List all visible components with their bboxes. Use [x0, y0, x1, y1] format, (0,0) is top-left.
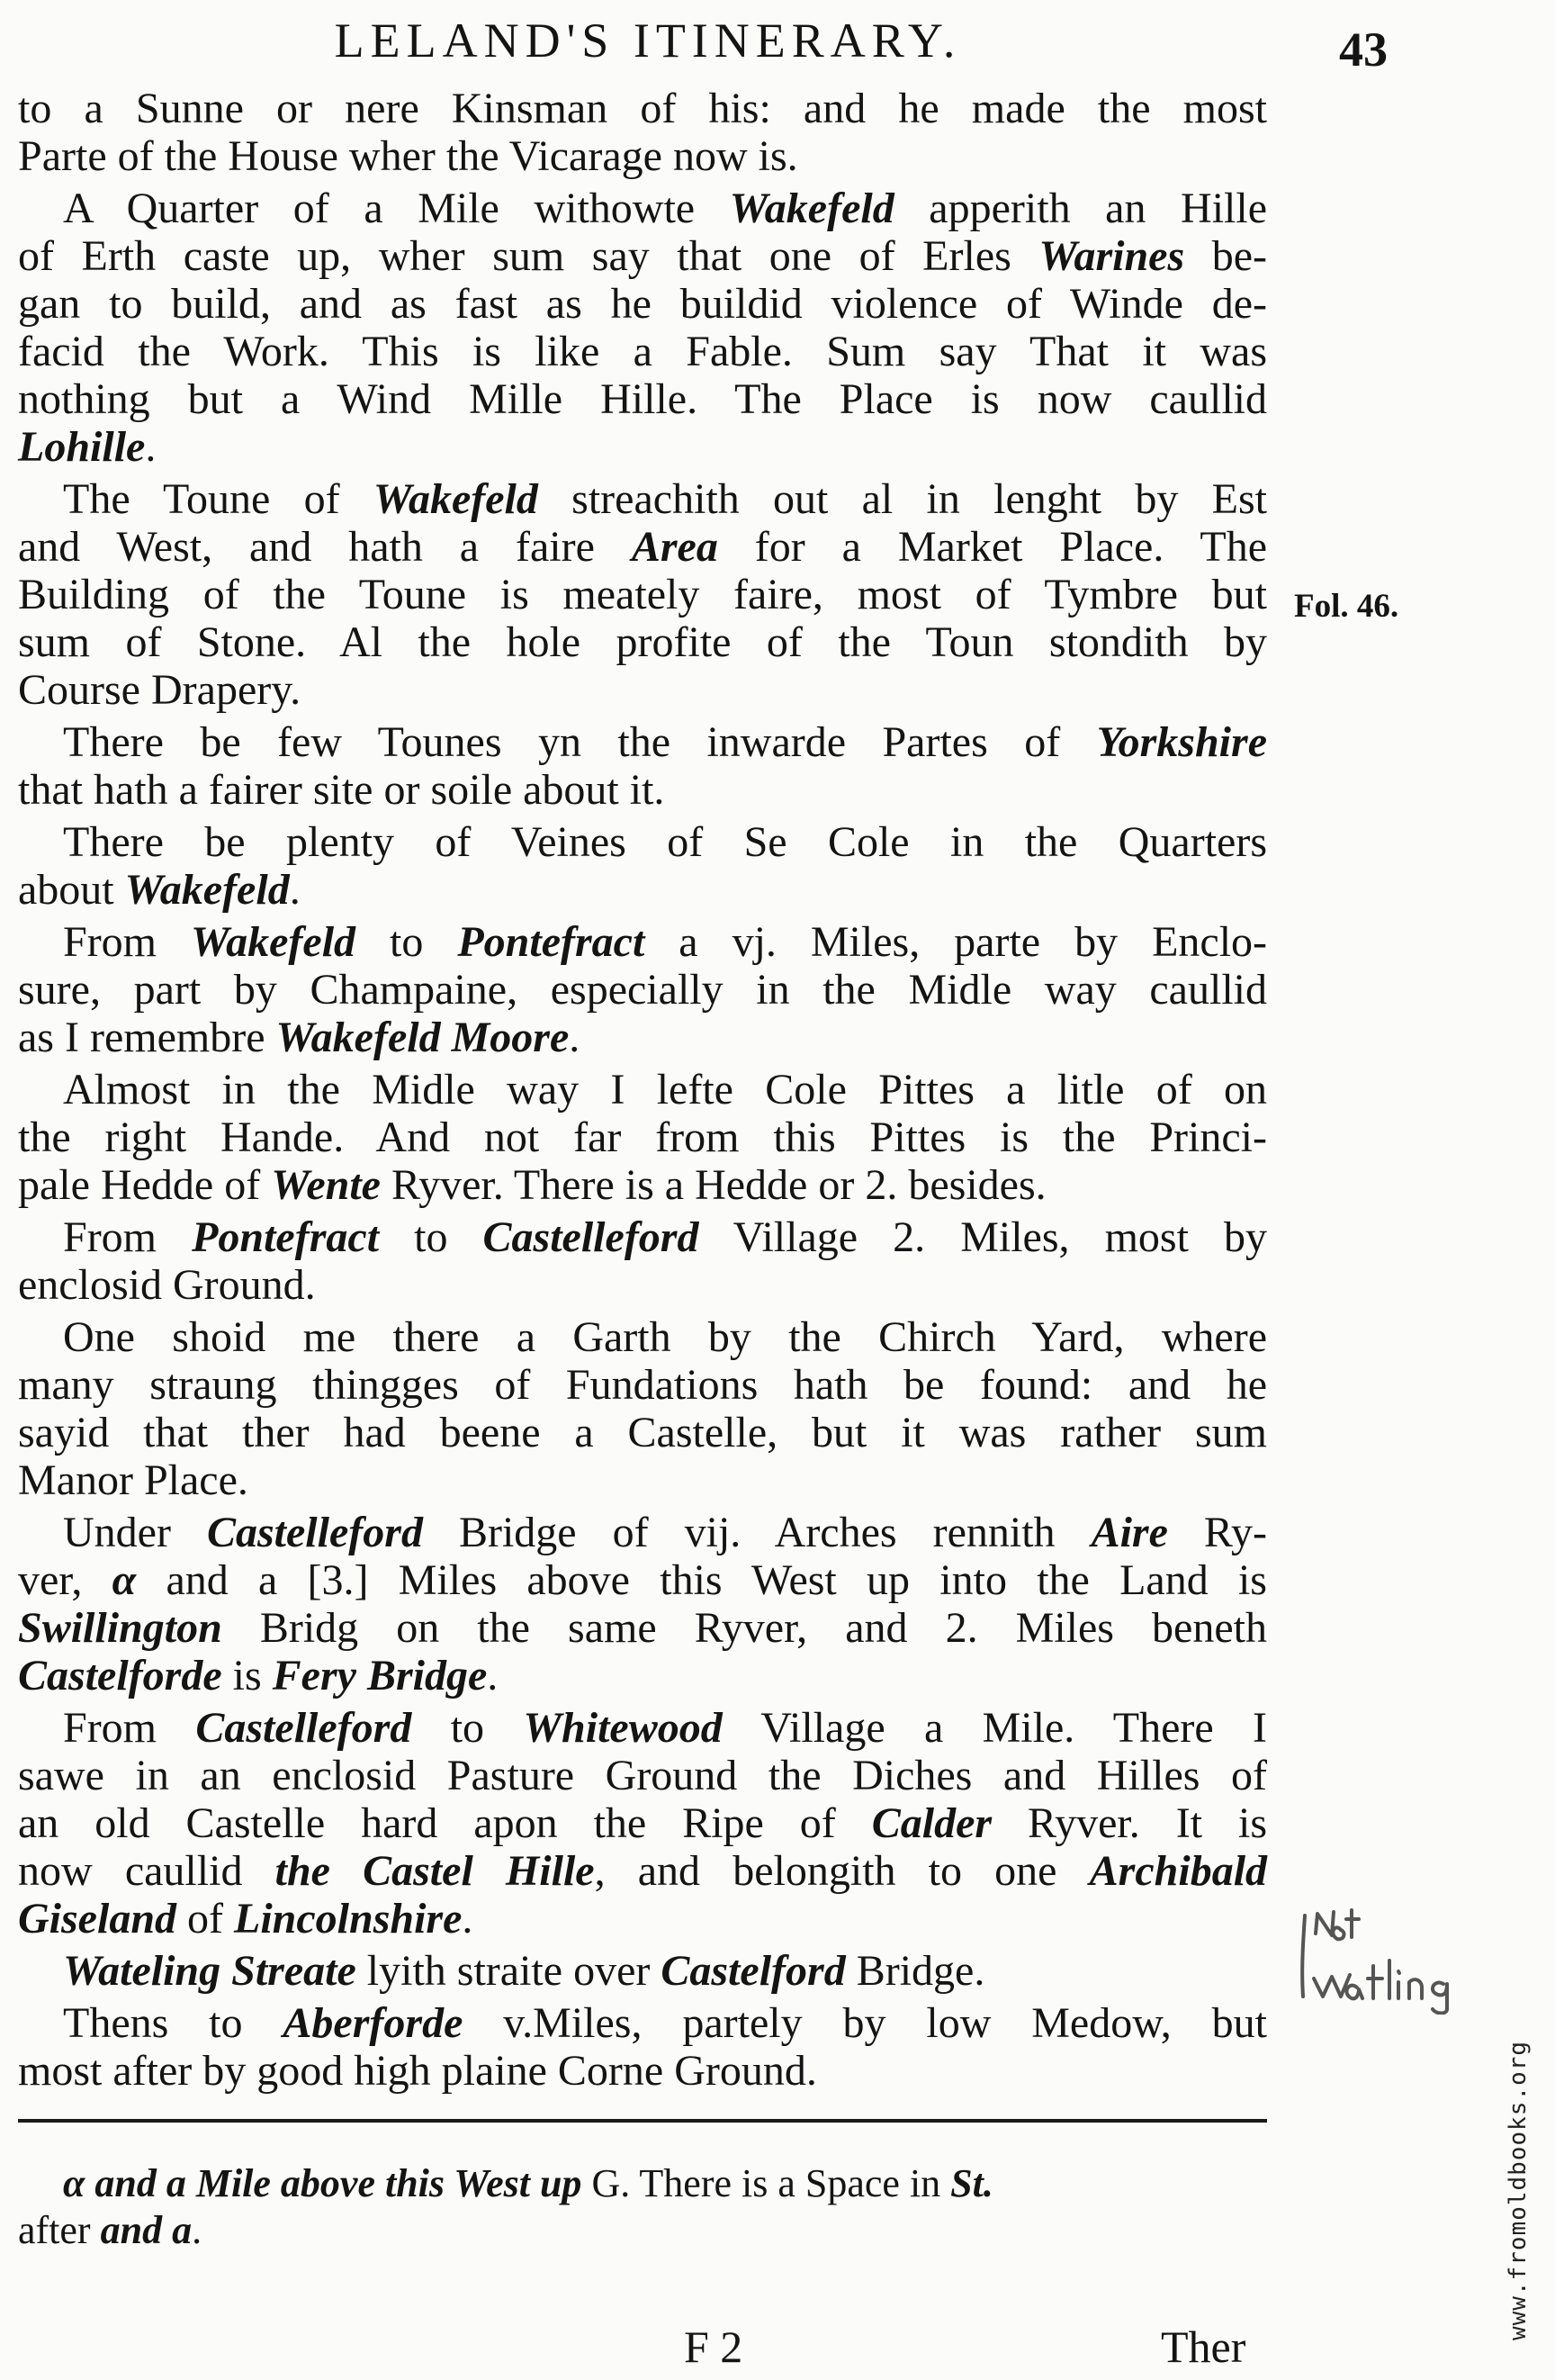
text-run: to a Sunne or nere Kinsman of his: and he made the most [18, 85, 1267, 132]
text-line [18, 85, 1267, 132]
text-line [18, 718, 1267, 766]
body-text [18, 85, 1267, 2099]
text-run: sum of Stone. Al the hole profite of the Toun stondith by [18, 618, 1267, 666]
italic-text: Castelleford [206, 1509, 423, 1556]
text-run: Ryver. It is [992, 1799, 1267, 1847]
paragraph [18, 818, 1267, 914]
footnote-line [18, 2207, 1267, 2254]
catchword: Ther [1161, 2321, 1246, 2372]
text-run: From [63, 1704, 196, 1752]
text-line [18, 375, 1267, 423]
italic-text: Fery Bridge [272, 1652, 488, 1699]
paragraph [18, 1066, 1267, 1209]
italic-text: Wakefeld [729, 185, 894, 232]
text-run: ver, [18, 1556, 112, 1604]
text-run: to [355, 918, 458, 966]
text-run: Parte of the House wher the Vicarage now is. [18, 132, 798, 180]
text-line [18, 1261, 1267, 1309]
text-run: nothing but a Wind Mille Hille. The Place is now caullid [18, 375, 1267, 423]
text-run: a vj. Miles, parte by Enclo- [644, 918, 1268, 966]
running-title: LELAND'S ITINERARY. [334, 14, 962, 68]
text-line [18, 1999, 1267, 2047]
text-run: to [379, 1213, 483, 1261]
italic-text: Castelforde [18, 1652, 222, 1699]
text-run: Manor Place. [18, 1456, 248, 1504]
text-line [18, 918, 1267, 966]
text-run: enclosid Ground. [18, 1261, 316, 1309]
text-run: . [289, 866, 301, 914]
italic-text: Castelleford [195, 1704, 412, 1752]
text-line [18, 966, 1267, 1014]
italic-text: Whitewood [523, 1704, 723, 1752]
text-run: Village 2. Miles, most by [698, 1213, 1267, 1261]
italic-text: Aberforde [283, 1999, 463, 2047]
text-line [18, 666, 1267, 714]
italic-text: the Castel Hille [274, 1847, 595, 1895]
handwritten-annotation [1296, 1898, 1521, 2015]
italic-text: Wakefeld [191, 918, 356, 966]
text-line [18, 2047, 1267, 2095]
footnote-text-run: after [18, 2208, 101, 2252]
text-line [18, 1213, 1267, 1261]
text-line [18, 1509, 1267, 1556]
text-line [18, 818, 1267, 866]
text-run: The Toune of [63, 475, 373, 523]
text-line [18, 618, 1267, 666]
text-run: now caullid [18, 1847, 275, 1895]
text-run: . [487, 1652, 499, 1699]
italic-text: Wateling Streate [63, 1947, 356, 1995]
text-run: , and belongith to one [594, 1847, 1090, 1895]
footnote-line [18, 2160, 1267, 2207]
text-line [18, 1556, 1267, 1604]
text-run: many straung thingges of Fundations hath be found: and he [18, 1361, 1267, 1409]
italic-text: Yorkshire [1096, 718, 1267, 766]
text-run: the right Hande. And not far from this Pittes is the Princi- [18, 1113, 1267, 1161]
text-run: of [176, 1895, 234, 1943]
text-run: Bridge. [845, 1947, 985, 1995]
text-line [18, 866, 1267, 914]
text-run: an old Castelle hard apon the Ripe of [18, 1799, 872, 1847]
text-run: . [569, 1014, 580, 1061]
footnote-italic-text: and a Mile above this West up [85, 2161, 582, 2205]
text-run: . [462, 1895, 473, 1943]
text-run: apperith an Hille [894, 185, 1268, 232]
text-run: is [221, 1652, 273, 1699]
text-run: pale Hedde of [18, 1161, 272, 1209]
paragraph [18, 1313, 1267, 1504]
paragraph [18, 1704, 1267, 1943]
text-run: streachith out al in lenght by Est [537, 475, 1268, 523]
text-line [18, 1895, 1267, 1943]
text-line [18, 232, 1267, 280]
italic-text: Area [631, 523, 718, 571]
paragraph [18, 918, 1267, 1061]
text-run: sawe in an enclosid Pasture Ground the Diches and Hilles of [18, 1752, 1267, 1799]
text-line [18, 766, 1267, 814]
italic-text: Pontefract [192, 1213, 380, 1261]
paragraph [18, 185, 1267, 471]
paragraph [18, 1213, 1267, 1309]
page-number: 43 [1339, 23, 1388, 77]
text-run: Course Drapery. [18, 666, 301, 714]
italic-text: α [112, 1556, 137, 1604]
text-line [18, 1752, 1267, 1799]
text-run: A Quarter of a Mile withowte [63, 185, 730, 232]
text-run: and West, and hath a faire [18, 523, 632, 571]
text-run: . [145, 423, 157, 471]
italic-text: Calder [871, 1799, 993, 1847]
paragraph [18, 475, 1267, 714]
text-run: Bridge of vij. Arches rennith [422, 1509, 1092, 1556]
italic-text: Archibald [1089, 1847, 1268, 1895]
text-line [18, 1947, 1267, 1995]
text-run: Ry- [1167, 1509, 1268, 1556]
text-line [18, 1799, 1267, 1847]
text-line [18, 1066, 1267, 1113]
italic-text: Wakefeld Moore [275, 1014, 570, 1061]
text-run: of Erth caste up, wher sum say that one of Erles [18, 232, 1039, 280]
handwritten-annotation-drawing [1296, 1898, 1521, 2015]
text-line [18, 1014, 1267, 1061]
watermark: www.fromoldbooks.org [1505, 2040, 1532, 2340]
text-line [18, 1847, 1267, 1895]
text-run: lyith straite over [355, 1947, 661, 1995]
text-line [18, 1704, 1267, 1752]
text-run: Village a Mile. There I [722, 1704, 1267, 1752]
text-line [18, 185, 1267, 232]
text-line [18, 423, 1267, 471]
italic-text: Pontefract [457, 918, 645, 966]
text-line [18, 1361, 1267, 1409]
text-line [18, 1604, 1267, 1652]
text-run: There be plenty of Veines of Se Cole in the Quarters [63, 818, 1267, 866]
text-run: sure, part by Champaine, especially in the Midle way caullid [18, 966, 1267, 1014]
text-run: facid the Work. This is like a Fable. Sum say That it was [18, 328, 1267, 375]
paragraph [18, 1509, 1267, 1699]
italic-text: Castelleford [482, 1213, 699, 1261]
text-run: as I remembre [18, 1014, 276, 1061]
text-run: Under [63, 1509, 207, 1556]
text-line [18, 1456, 1267, 1504]
text-line [18, 1409, 1267, 1456]
italic-text: Lohille [18, 423, 146, 471]
italic-text: Wente [271, 1161, 381, 1209]
italic-text: Giseland [18, 1895, 177, 1943]
footnote-rule [18, 2119, 1267, 2123]
footnote-text-run: . [192, 2208, 202, 2252]
text-line [18, 571, 1267, 618]
footnote-text-run: G. There is a Space in [581, 2161, 951, 2205]
text-run: about [18, 866, 125, 914]
text-run: From [63, 918, 191, 966]
text-line [18, 280, 1267, 328]
text-line [18, 1161, 1267, 1209]
text-run: and a [3.] Miles above this West up into the Land is [136, 1556, 1267, 1604]
text-run: be- [1184, 232, 1267, 280]
text-run: Bridg on the same Ryver, and 2. Miles beneth [221, 1604, 1267, 1652]
text-run: to [411, 1704, 524, 1752]
paragraph [18, 85, 1267, 180]
paragraph [18, 718, 1267, 814]
signature-mark: F 2 [684, 2321, 743, 2372]
text-line [18, 475, 1267, 523]
italic-text: Castelford [661, 1947, 846, 1995]
text-line [18, 328, 1267, 375]
text-run: Building of the Toune is meately faire, most of Tymbre but [18, 571, 1267, 618]
text-run: that hath a fairer site or soile about it. [18, 766, 665, 814]
text-run: One shoid me there a Garth by the Chirch Yard, where [63, 1313, 1267, 1361]
text-run: Thens to [63, 1999, 283, 2047]
text-run: gan to build, and as fast as he buildid violence of Winde de- [18, 280, 1267, 328]
italic-text: Lincolnshire [234, 1895, 463, 1943]
footnote-italic-text: St. [950, 2161, 993, 2205]
italic-text: Wakefeld [373, 475, 538, 523]
text-line [18, 523, 1267, 571]
footnote [18, 2160, 1267, 2254]
text-run: There be few Tounes yn the inwarde Partes of [63, 718, 1097, 766]
paragraph [18, 1947, 1267, 1995]
text-run: sayid that ther had beene a Castelle, but it was rather sum [18, 1409, 1267, 1456]
text-line [18, 1313, 1267, 1361]
footnote-marker: α [63, 2161, 85, 2205]
italic-text: Wakefeld [124, 866, 290, 914]
text-run: From [63, 1213, 193, 1261]
text-run: for a Market Place. The [717, 523, 1267, 571]
italic-text: Aire [1091, 1509, 1168, 1556]
margin-note-folio: Fol. 46. [1294, 588, 1399, 625]
text-run: most after by good high plaine Corne Ground. [18, 2047, 817, 2095]
paragraph [18, 1999, 1267, 2095]
text-line [18, 1652, 1267, 1699]
footnote-italic-text: and a [100, 2208, 193, 2252]
text-line [18, 1113, 1267, 1161]
text-run: Almost in the Midle way I lefte Cole Pittes a litle of on [63, 1066, 1267, 1113]
text-run: Ryver. There is a Hedde or 2. besides. [380, 1161, 1047, 1209]
italic-text: Warines [1038, 232, 1185, 280]
italic-text: Swillington [18, 1604, 222, 1652]
text-run: v.Miles, partely by low Medow, but [463, 1999, 1267, 2047]
text-line [18, 132, 1267, 180]
